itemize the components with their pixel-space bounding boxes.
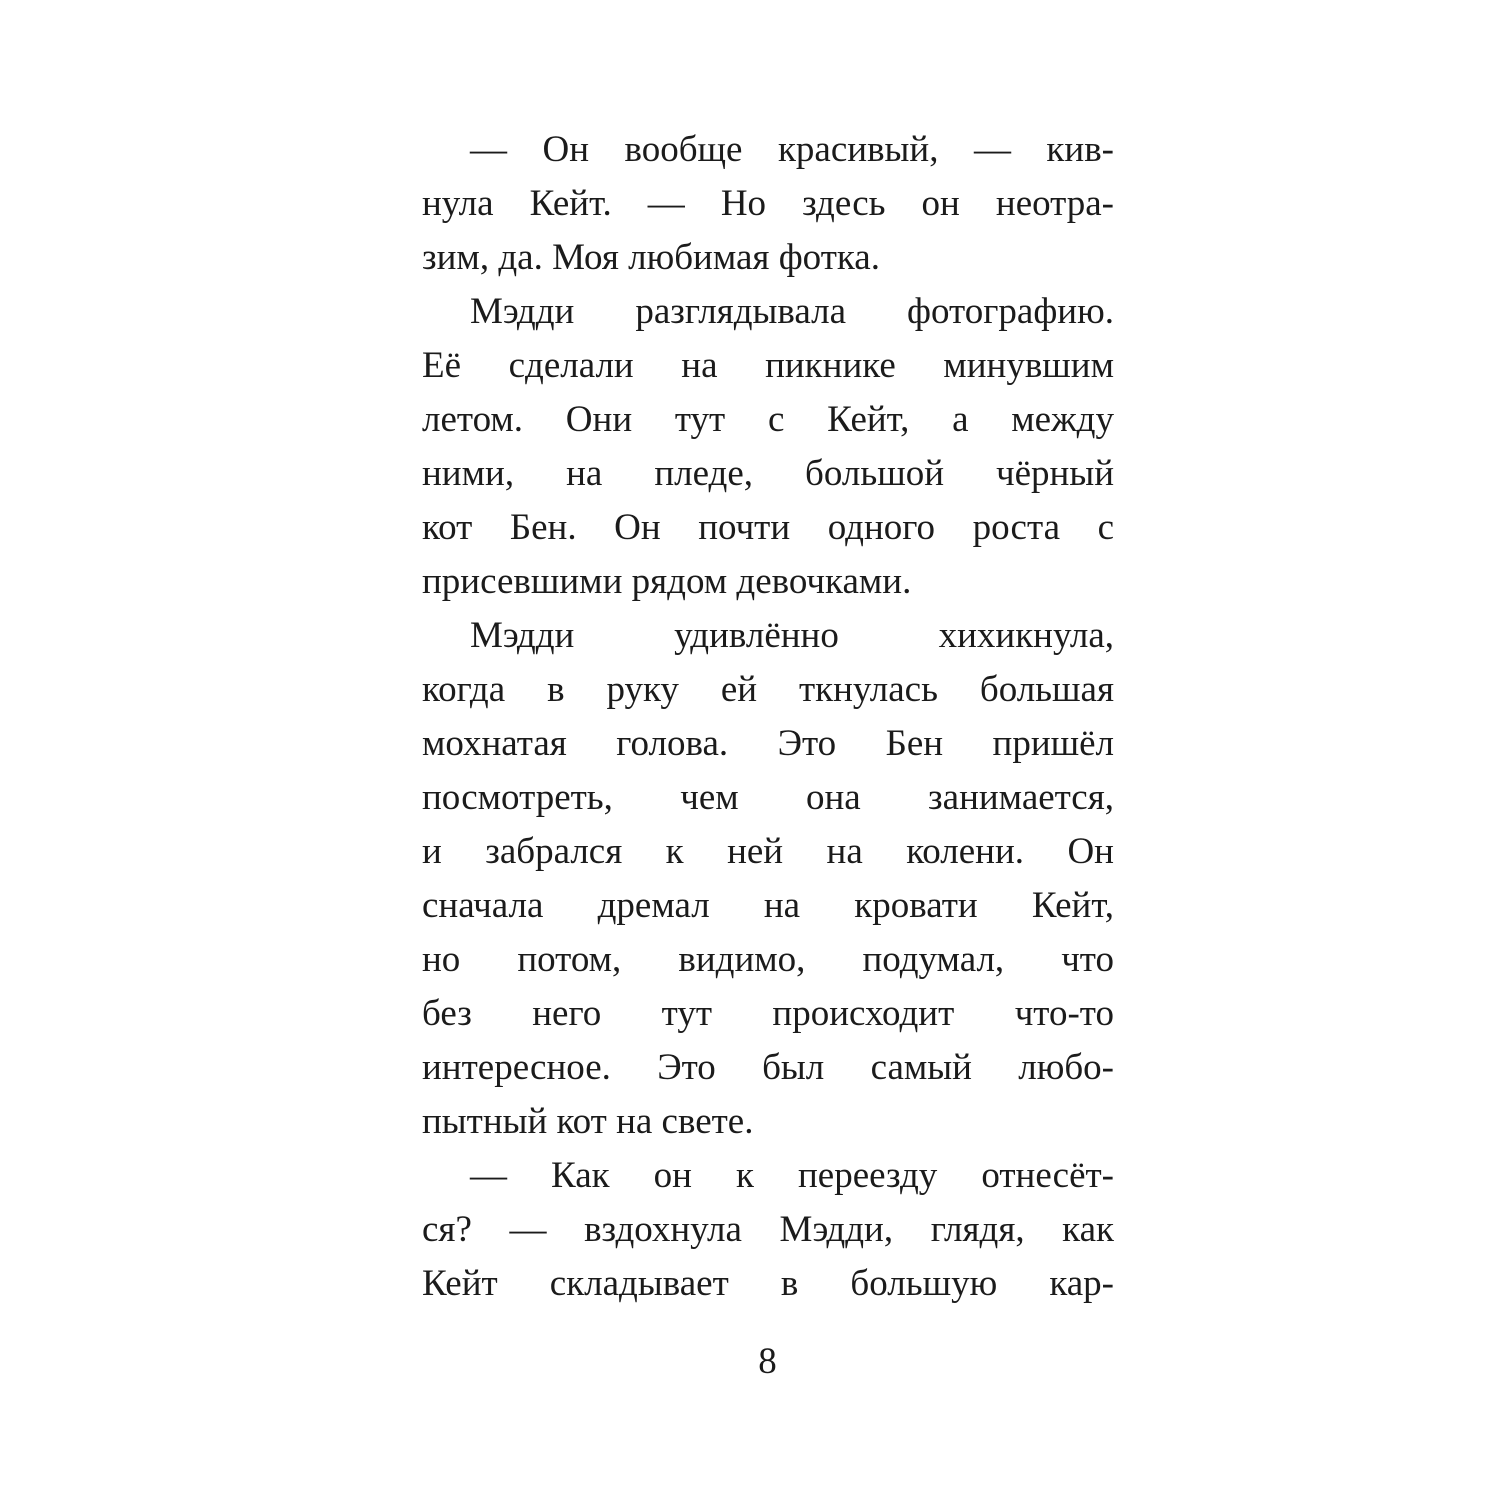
body-text bbox=[422, 123, 1114, 1311]
text-line: ся? — вздохнула Мэдди, глядя, как bbox=[422, 1209, 1114, 1250]
text-line: — Как он к переезду отнесёт- bbox=[470, 1155, 1114, 1196]
text-line: мохнатая голова. Это Бен пришёл bbox=[422, 723, 1114, 764]
text-line: — Он вообще красивый, — кив- bbox=[470, 129, 1114, 170]
text-line: нула Кейт. — Но здесь он неотра- bbox=[422, 183, 1114, 224]
text-line: Мэдди разглядывала фотографию. bbox=[470, 291, 1114, 332]
text-line: ними, на пледе, большой чёрный bbox=[422, 453, 1114, 494]
text-line: и забрался к ней на колени. Он bbox=[422, 831, 1114, 872]
text-line: посмотреть, чем она занимается, bbox=[422, 777, 1114, 818]
text-line: когда в руку ей ткнулась большая bbox=[422, 669, 1114, 710]
text-line: пытный кот на свете. bbox=[422, 1101, 754, 1142]
text-line: но потом, видимо, подумал, что bbox=[422, 939, 1114, 980]
text-line: кот Бен. Он почти одного роста с bbox=[422, 507, 1114, 548]
text-line: Кейт складывает в большую кар- bbox=[422, 1263, 1114, 1304]
text-line: Её сделали на пикнике минувшим bbox=[422, 345, 1114, 386]
text-line: летом. Они тут с Кейт, а между bbox=[422, 399, 1114, 440]
text-line: Мэдди удивлённо хихикнула, bbox=[470, 615, 1114, 656]
text-line: без него тут происходит что-то bbox=[422, 993, 1114, 1034]
text-line: зим, да. Моя любимая фотка. bbox=[422, 237, 880, 278]
text-line: присевшими рядом девочками. bbox=[422, 561, 912, 602]
text-line: интересное. Это был самый любо- bbox=[422, 1047, 1114, 1088]
page-number: 8 bbox=[758, 1341, 777, 1382]
text-line: сначала дремал на кровати Кейт, bbox=[422, 885, 1114, 926]
